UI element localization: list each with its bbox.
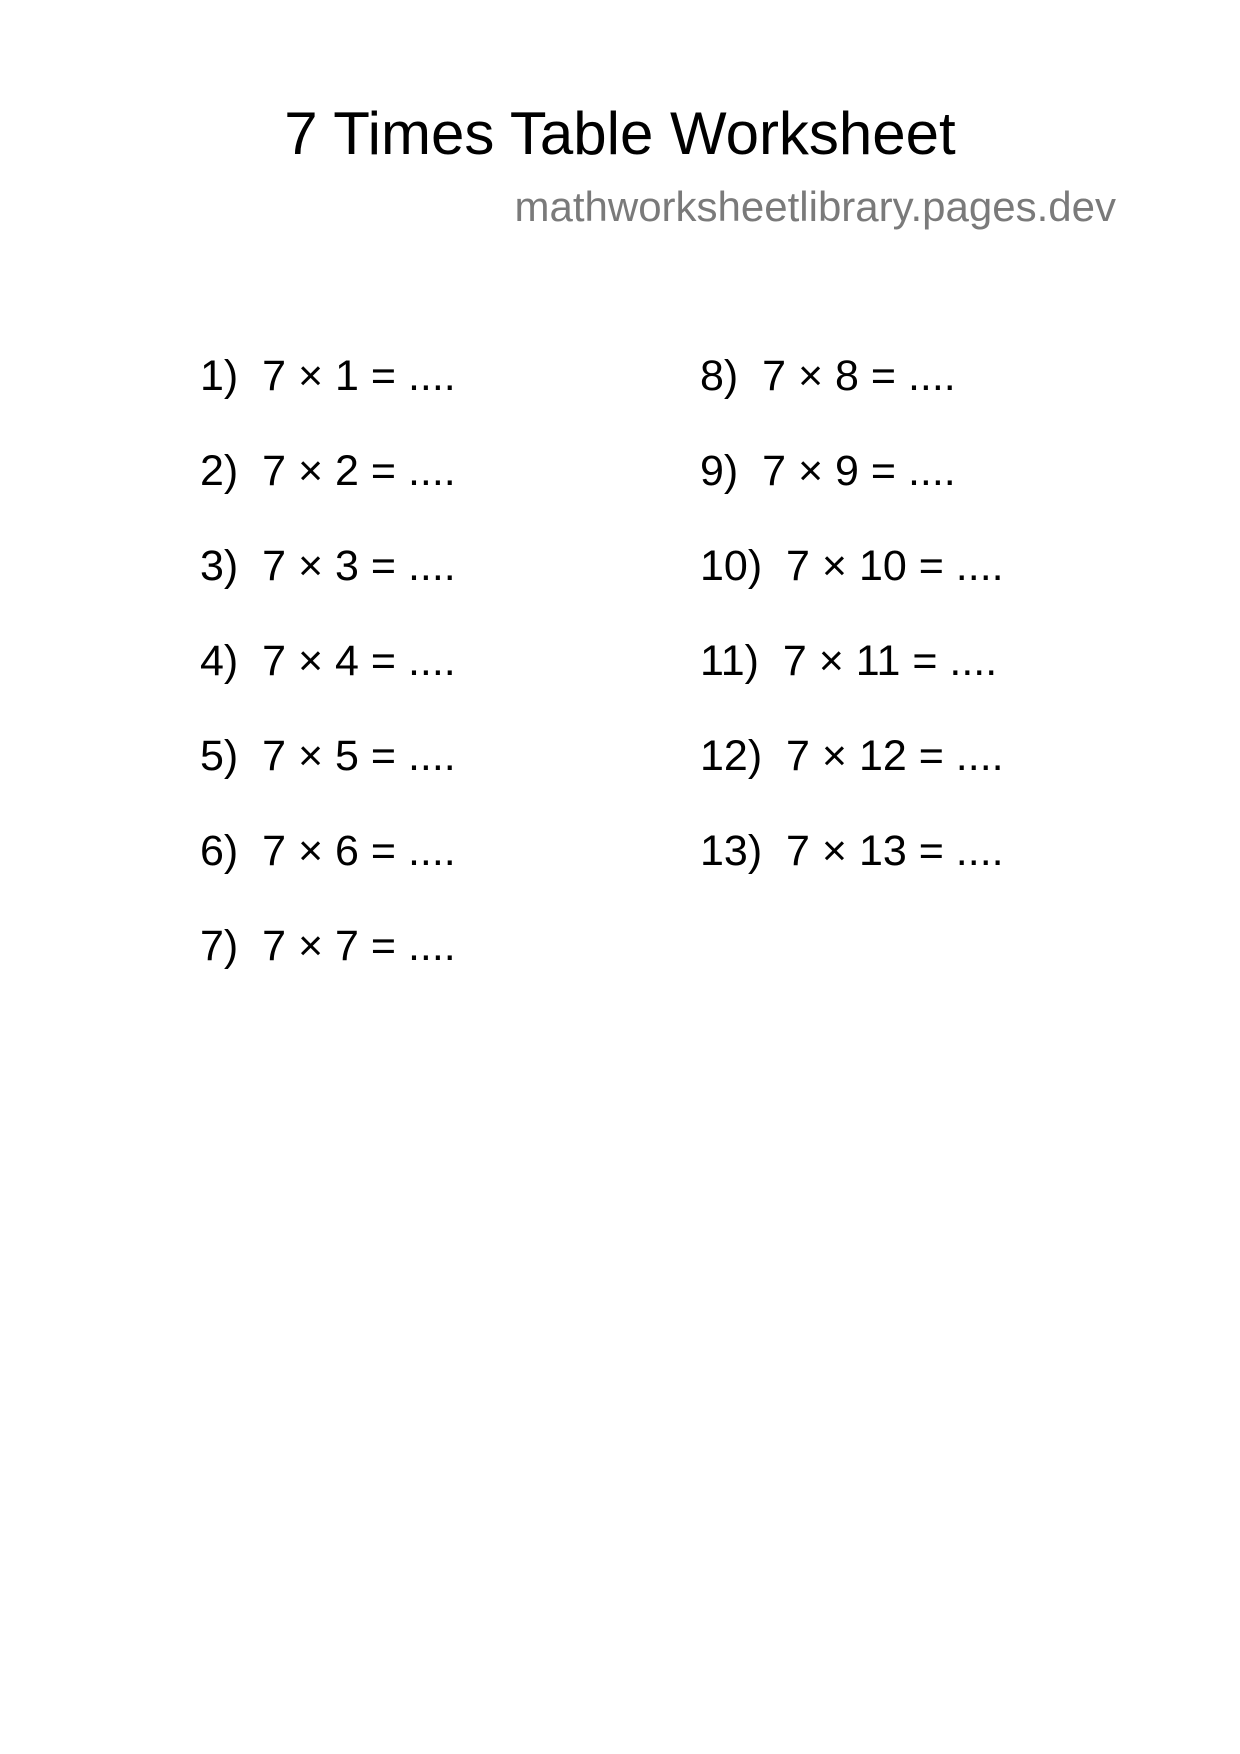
problem-4: 4) 7 × 4 = .... [200,637,456,685]
problem-8: 8) 7 × 8 = .... [700,352,956,400]
source-url: mathworksheetlibrary.pages.dev [514,183,1116,230]
problem-12: 12) 7 × 12 = .... [700,732,1004,780]
problem-5: 5) 7 × 5 = .... [200,732,456,780]
worksheet-title: 7 Times Table Worksheet [284,100,956,167]
problem-1: 1) 7 × 1 = .... [200,352,456,400]
problem-6: 6) 7 × 6 = .... [200,827,456,875]
problem-9: 9) 7 × 9 = .... [700,447,956,495]
problem-3: 3) 7 × 3 = .... [200,542,456,590]
problem-13: 13) 7 × 13 = .... [700,827,1004,875]
problem-7: 7) 7 × 7 = .... [200,922,456,970]
problem-10: 10) 7 × 10 = .... [700,542,1004,590]
problem-column-left [200,346,456,1011]
problem-2: 2) 7 × 2 = .... [200,447,456,495]
problem-11: 11) 7 × 11 = .... [700,637,998,685]
problem-column-right [700,346,1004,916]
